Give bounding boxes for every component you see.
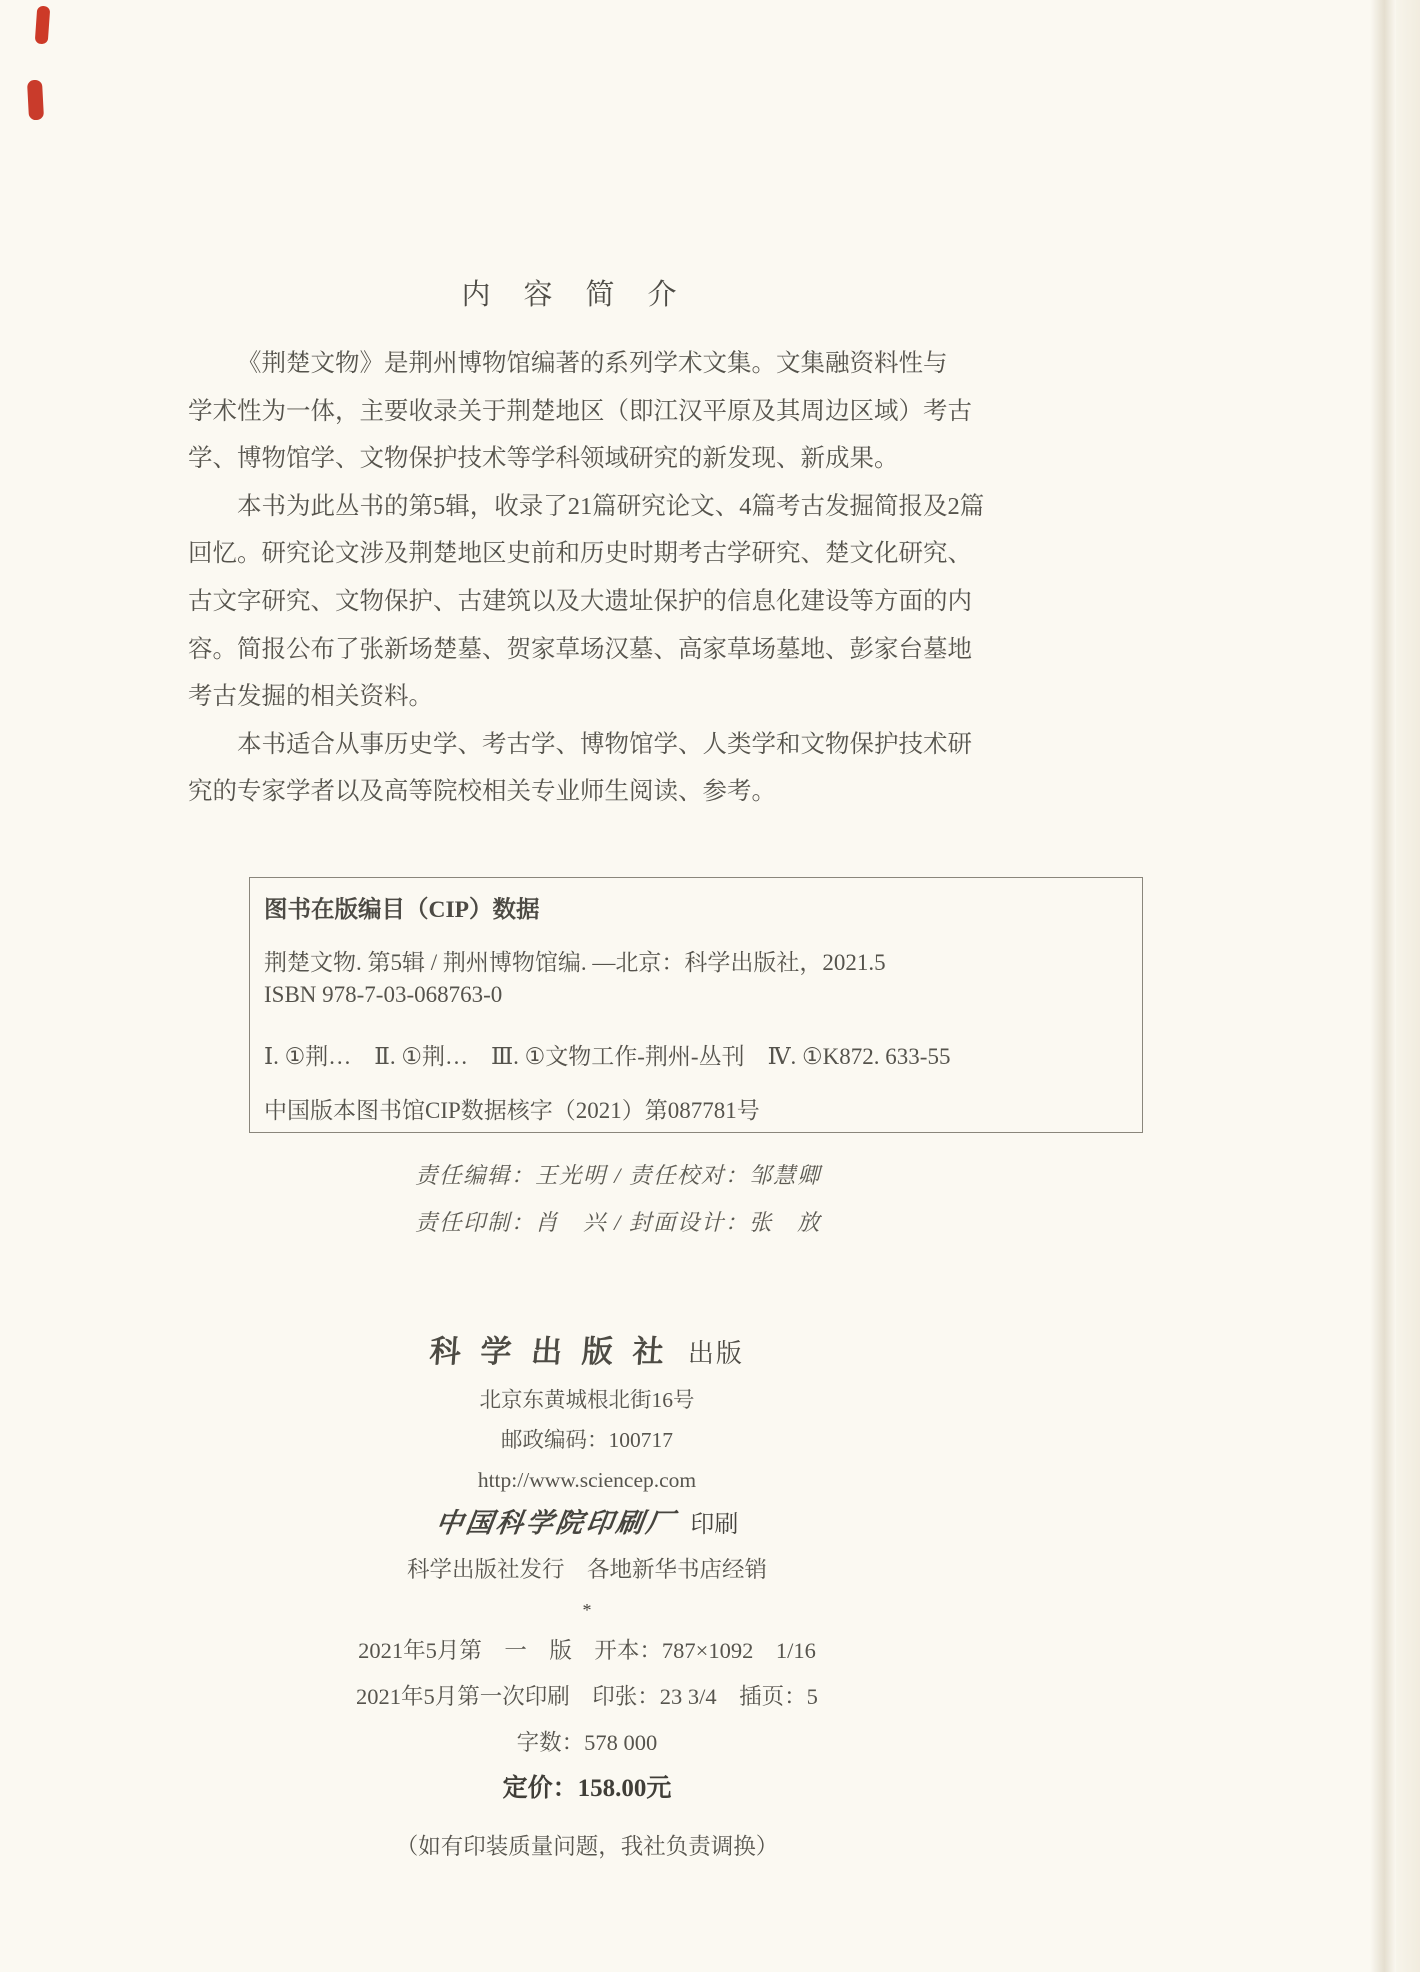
- scan-red-mark: [27, 80, 44, 121]
- cip-classification: Ⅰ. ①荆… Ⅱ. ①荆… Ⅲ. ①文物工作-荆州-丛刊 Ⅳ. ①K872. 633-55: [264, 1044, 951, 1069]
- price-label: 定价：: [502, 1775, 578, 1802]
- scan-red-mark: [35, 6, 51, 45]
- printing-line: 2021年5月第一次印刷 印张：23 3/4 插页：5: [356, 1684, 818, 1709]
- colophon: [187, 1326, 987, 1870]
- printer-name: 中国科学院印刷厂: [433, 1508, 678, 1538]
- distribution-line: 科学出版社发行 各地新华书店经销: [406, 1557, 767, 1582]
- page-edge: [1396, 0, 1420, 1972]
- intro-line: 学术性为一体，主要收录关于荆楚地区（即江汉平原及其周边区域）考古: [188, 397, 972, 425]
- section-title: 内 容 简 介: [461, 279, 679, 311]
- cip-data-box: [249, 877, 1143, 1133]
- quality-notice: （如有印装质量问题，我社负责调换）: [395, 1834, 779, 1859]
- price-line: [187, 1766, 987, 1812]
- intro-line: 本书适合从事历史学、考古学、博物馆学、人类学和文物保护技术研: [237, 730, 972, 758]
- publisher-address: 北京东黄城根北街16号: [479, 1388, 695, 1412]
- intro-line: 学、博物馆学、文物保护技术等学科领域研究的新发现、新成果。: [188, 445, 899, 473]
- staff-line-print-design: 责任印制：肖 兴 / 封面设计：张 放: [415, 1210, 822, 1235]
- publisher-suffix: 出版: [687, 1339, 744, 1368]
- cip-record-number: 中国版本图书馆CIP数据核字（2021）第087781号: [264, 1098, 760, 1123]
- publisher-line: [187, 1326, 987, 1371]
- wordcount-line: 字数：578 000: [516, 1730, 658, 1755]
- printer-line: [187, 1500, 987, 1548]
- publisher-website: http://www.sciencep.com: [477, 1468, 697, 1492]
- separator-star: *: [582, 1600, 592, 1620]
- staff-line-editors: 责任编辑：王光明 / 责任校对：邹慧卿: [415, 1163, 822, 1188]
- intro-line: 究的专家学者以及高等院校相关专业师生阅读、参考。: [188, 778, 776, 806]
- publisher-name: 科 学 出 版 社: [428, 1334, 672, 1369]
- cip-heading: 图书在版编目（CIP）数据: [264, 897, 540, 923]
- intro-paragraphs: [188, 340, 985, 816]
- intro-line: 考古发掘的相关资料。: [188, 683, 433, 711]
- cip-bibliographic-line: 荆楚文物. 第5辑 / 荆州博物馆编. —北京：科学出版社，2021.5: [264, 950, 886, 975]
- staff-credits: [415, 1152, 821, 1246]
- intro-line: 《荆楚文物》是荆州博物馆编著的系列学术文集。文集融资料性与: [237, 350, 948, 377]
- intro-line: 回忆。研究论文涉及荆楚地区史前和历史时期考古学研究、楚文化研究、: [188, 540, 972, 568]
- intro-line: 本书为此丛书的第5辑，收录了21篇研究论文、4篇考古发掘简报及2篇: [237, 492, 985, 520]
- price-value: 158.00元: [577, 1775, 672, 1802]
- printer-suffix: 印刷: [690, 1512, 739, 1538]
- cip-isbn: ISBN 978-7-03-068763-0: [264, 982, 503, 1007]
- edition-line: 2021年5月第 一 版 开本：787×1092 1/16: [358, 1638, 816, 1663]
- postal-code: 邮政编码：100717: [500, 1428, 673, 1452]
- intro-line: 容。简报公布了张新场楚墓、贺家草场汉墓、高家草场墓地、彭家台墓地: [188, 635, 972, 663]
- intro-line: 古文字研究、文物保护、古建筑以及大遗址保护的信息化建设等方面的内: [188, 587, 972, 615]
- page-edge-crease: [1370, 0, 1396, 1972]
